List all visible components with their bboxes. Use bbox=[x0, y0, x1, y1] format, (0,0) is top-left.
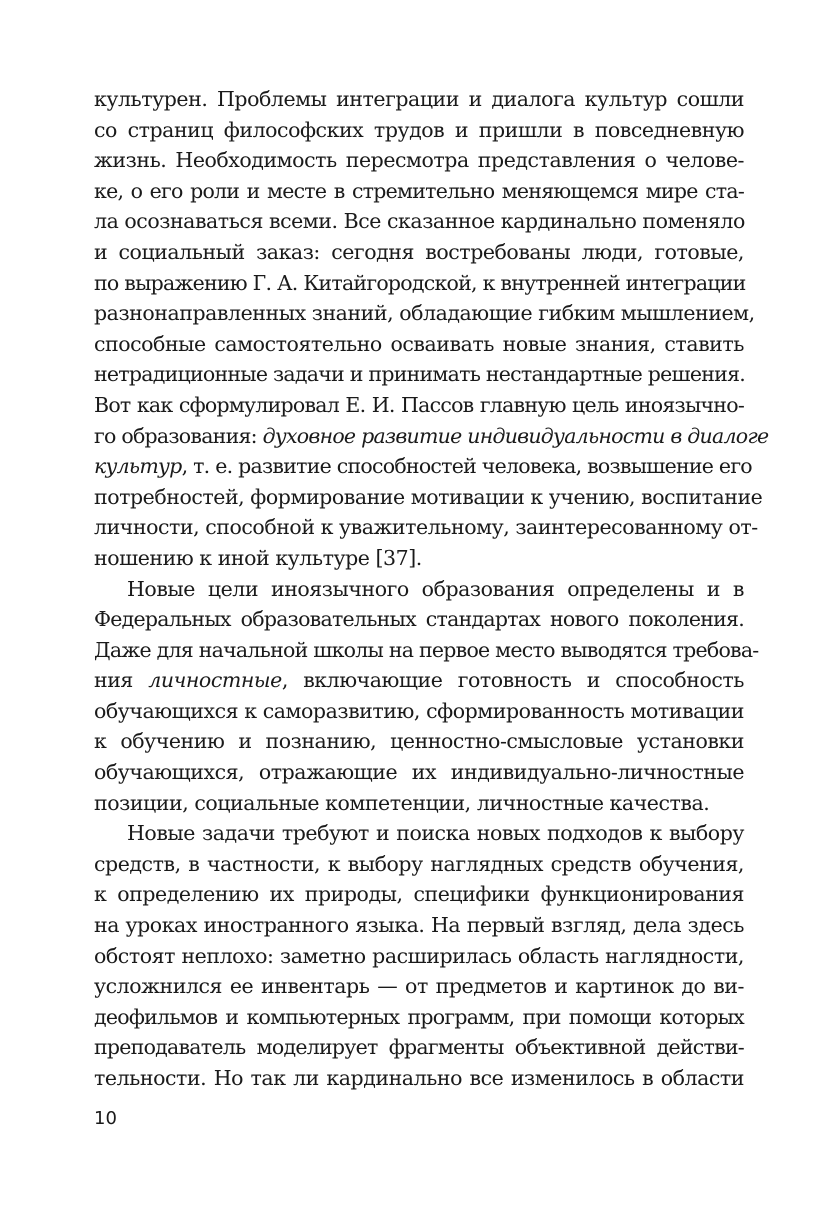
italic-emphasis: духовное развитие индивидуальности в диалоге bbox=[262, 423, 769, 448]
text-line: деофильмов и компьютерных программ, при помощи которых bbox=[94, 1004, 744, 1029]
text-line: Федеральных образовательных стандартах нового поколения. bbox=[94, 607, 744, 632]
text-line: обучающихся к саморазвитию, сформированность мотивации bbox=[94, 698, 744, 723]
text-line bbox=[94, 451, 752, 482]
text-run: , включающие готовность и способность bbox=[281, 668, 744, 693]
italic-emphasis: личностные bbox=[148, 668, 282, 693]
text-line: по выражению Г. А. Китайгородской, к внутренней интеграции bbox=[94, 270, 746, 295]
text-line: способные самостоятельно осваивать новые знания, ставить bbox=[94, 331, 744, 356]
text-line: к обучению и познанию, ценностно-смысловые установки bbox=[94, 729, 744, 754]
text-line: и социальный заказ: сегодня востребованы люди, готовые, bbox=[94, 239, 744, 264]
text-line: культурен. Проблемы интеграции и диалога культур сошли bbox=[94, 87, 744, 111]
text-line: личности, способной к уважительному, заинтересованному от- bbox=[94, 515, 758, 540]
text-line bbox=[94, 665, 744, 696]
text-line: разнонаправленных знаний, обладающие гибким мышлением, bbox=[94, 301, 755, 326]
text-line: ношению к иной культуре [37]. bbox=[94, 545, 422, 570]
text-line: жизнь. Необходимость пересмотра представления о челове- bbox=[94, 148, 744, 173]
text-line: обстоят неплохо: заметно расширилась область наглядности, bbox=[94, 943, 744, 968]
body-text bbox=[94, 84, 769, 1094]
text-line: Вот как сформулировал Е. И. Пассов главную цель иноязычно- bbox=[94, 392, 744, 417]
text-line bbox=[94, 421, 769, 452]
text-line: тельности. Но так ли кардинально все изменилось в области bbox=[94, 1066, 744, 1090]
text-run: ния bbox=[94, 668, 149, 693]
text-line: к определению их природы, специфики функционирования bbox=[94, 882, 744, 907]
text-run: го образования: bbox=[94, 423, 263, 448]
text-line: нетрадиционные задачи и принимать нестандартные решения. bbox=[94, 362, 746, 387]
text-run: , т. е. развитие способностей человека, возвышение его bbox=[181, 454, 752, 479]
text-line: усложнился ее инвентарь — от предметов и картинок до ви- bbox=[94, 974, 744, 999]
text-line: средств, в частности, к выбору наглядных средств обучения, bbox=[94, 851, 744, 876]
text-line: на уроках иностранного языка. На первый взгляд, дела здесь bbox=[94, 913, 744, 938]
text-line: со страниц философских трудов и пришли в повседневную bbox=[94, 117, 744, 142]
text-line: Даже для начальной школы на первое место выводятся требова- bbox=[94, 637, 759, 662]
text-line: потребностей, формирование мотивации к учению, воспитание bbox=[94, 484, 763, 509]
italic-emphasis: культур bbox=[94, 454, 182, 479]
text-line: преподаватель моделирует фрагменты объективной действи- bbox=[94, 1035, 744, 1060]
text-line: позиции, социальные компетенции, личностные качества. bbox=[94, 790, 710, 815]
text-line: ке, о его роли и месте в стремительно меняющемся мире ста- bbox=[94, 178, 744, 203]
text-line: Новые цели иноязычного образования определены и в bbox=[127, 576, 744, 601]
text-line: Новые задачи требуют и поиска новых подходов к выбору bbox=[127, 821, 744, 846]
page-number: 10 bbox=[94, 1108, 117, 1129]
text-line: ла осознаваться всеми. Все сказанное кардинально поменяло bbox=[94, 209, 745, 234]
text-line: обучающихся, отражающие их индивидуально-личностные bbox=[94, 760, 744, 785]
